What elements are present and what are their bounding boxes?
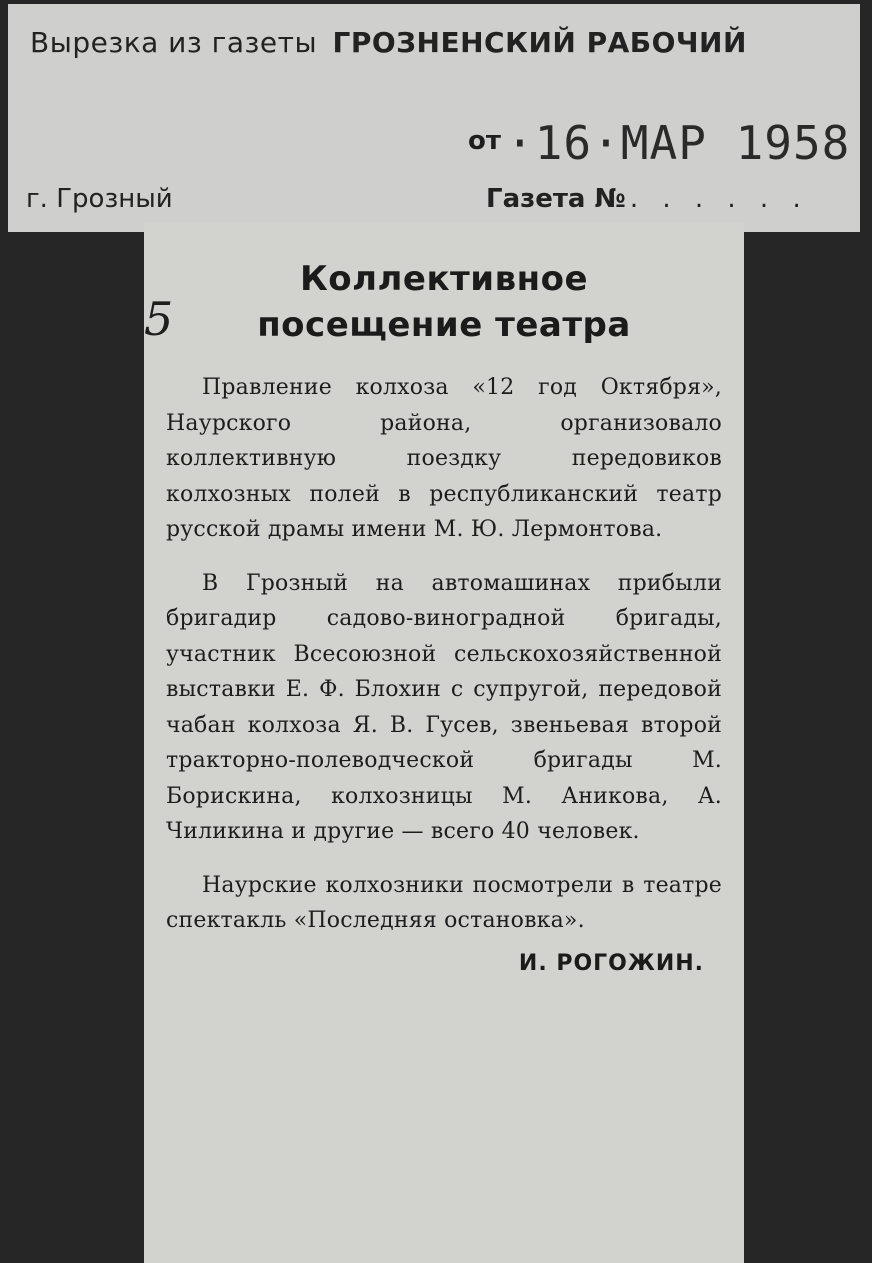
- issue-number: [486, 184, 809, 214]
- article-paragraph-3: Наурские колхозники посмотрели в театре спектакль «Последняя остановка».: [166, 872, 722, 933]
- issue-dots: . . . . . .: [629, 184, 809, 214]
- issue-label: Газета №: [486, 184, 626, 214]
- headline-line-1: Коллективное: [299, 259, 589, 299]
- newspaper-name: ГРОЗНЕНСКИЙ РАБОЧИЙ: [332, 26, 747, 59]
- article-paragraph-1: Правление колхоза «12 год Октября», Наурского района, организовало коллективную поездку передовиков колхозных полей в республиканский театр русской драмы имени М. Ю. Лермонтова.: [166, 375, 722, 542]
- city-label: г. Грозный: [26, 184, 173, 214]
- article-paragraph-2: В Грозный на автомашинах прибыли бригадир садово-виноградной бригады, участник Всесоюзной сельскохозяйственной выставки Е. Ф. Блохин с супругой, передовой чабан колхоза Я. В. Гусев, звеньевая второй тракторно-полеводческой бригады М. Борискина, колхозницы М. Аникова, А. Чиликина и другие — всего 40 человек.: [166, 570, 722, 844]
- clipping-source-line: [30, 26, 747, 59]
- date-stamp: ·16·МАР 1958: [506, 116, 851, 170]
- newspaper-clipping: [144, 222, 744, 1263]
- article-headline: [166, 256, 722, 348]
- header-slip: [8, 4, 860, 232]
- margin-mark: 5: [144, 292, 174, 346]
- article-author: И. РОГОЖИН.: [518, 950, 704, 976]
- date-row: [468, 116, 850, 170]
- headline-line-2: посещение театра: [257, 305, 631, 345]
- clipping-label: Вырезка из газеты: [30, 26, 318, 59]
- date-prefix: от: [468, 126, 501, 156]
